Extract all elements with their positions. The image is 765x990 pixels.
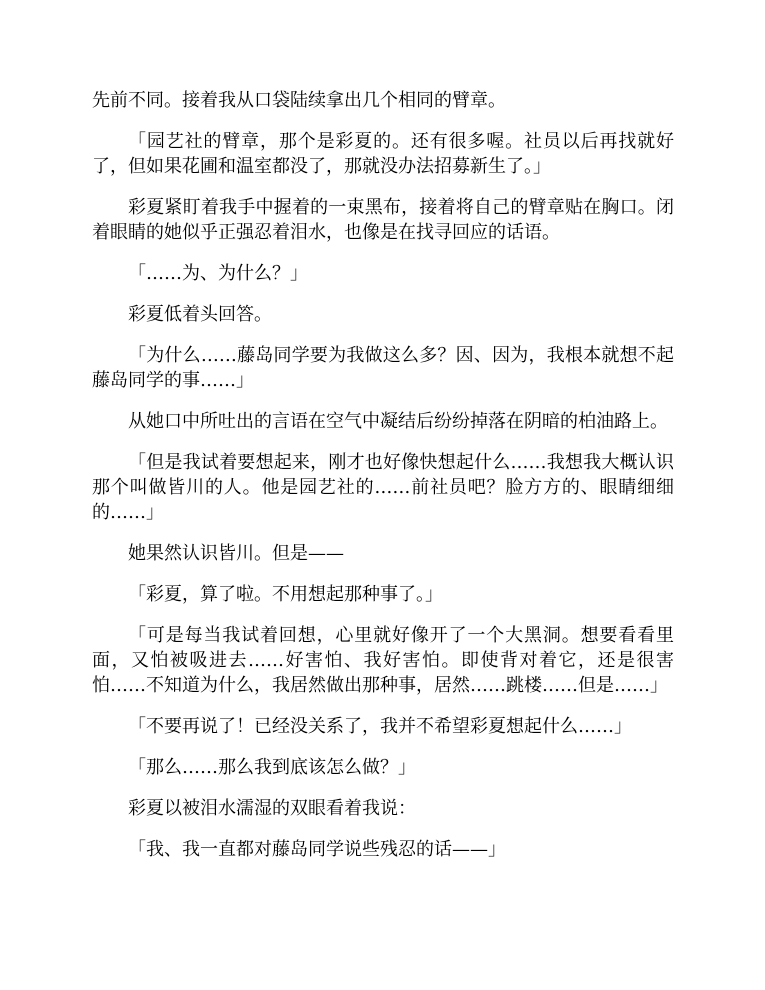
paragraph: 「那么……那么我到底该怎么做？」 (128, 757, 416, 778)
text-column (92, 88, 674, 878)
paragraph: 彩夏紧盯着我手中握着的一束黑布，接着将自己的臂章贴在胸口。闭着眼睛的她似乎正强忍着泪水，也像是在找寻回应的话语。 (92, 197, 674, 243)
paragraph: 「……为、为什么？」 (128, 263, 308, 284)
paragraph: 先前不同。接着我从口袋陆续拿出几个相同的臂章。 (92, 90, 506, 111)
paragraph: 彩夏低着头回答。 (128, 304, 272, 325)
paragraph: 「可是每当我试着回想，心里就好像开了一个大黑洞。想要看看里面，又怕被吸进去……好害怕、我好害怕。即使背对着它，还是很害怕……不知道为什么，我居然做出那种事，居然……跳楼……但是……」 (92, 625, 674, 696)
paragraph: 「但是我试着要想起来，刚才也好像快想起什么……我想我大概认识那个叫做皆川的人。他是园艺社的……前社员吧？脸方方的、眼睛细细的……」 (92, 452, 674, 523)
paragraph: 彩夏以被泪水濡湿的双眼看着我说： (128, 798, 416, 819)
paragraph: 从她口中所吐出的言语在空气中凝结后纷纷掉落在阴暗的柏油路上。 (128, 411, 668, 432)
paragraph: 她果然认识皆川。但是—— (128, 543, 344, 564)
paragraph: 「园艺社的臂章，那个是彩夏的。还有很多喔。社员以后再找就好了，但如果花圃和温室都没了，那就没办法招募新生了。」 (92, 131, 674, 177)
paragraph: 「不要再说了！已经没关系了，我并不希望彩夏想起什么……」 (128, 716, 632, 737)
paragraph: 「彩夏，算了啦。不用想起那种事了。」 (128, 584, 443, 605)
paragraph: 「为什么……藤岛同学要为我做这么多？因、因为，我根本就想不起藤岛同学的事……」 (92, 345, 674, 391)
paragraph: 「我、我一直都对藤岛同学说些残忍的话——」 (128, 839, 506, 860)
